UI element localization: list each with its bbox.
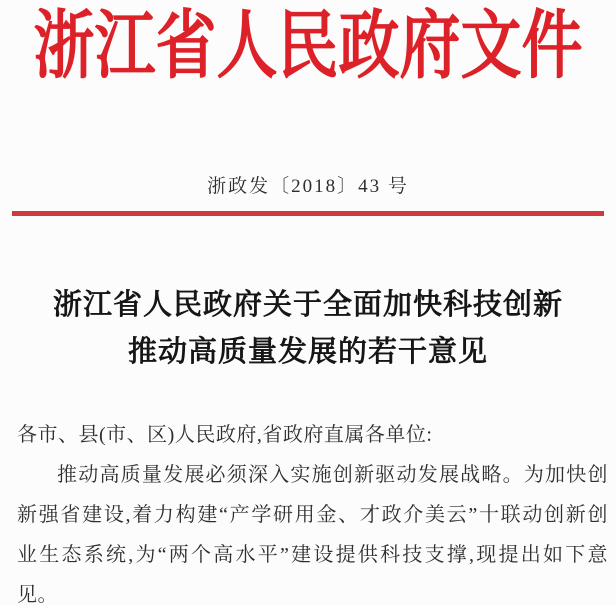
- paragraph-line: 推动高质量发展必须深入实施创新驱动发展战略。为加快创: [57, 464, 608, 486]
- document-title-line1: 浙江省人民政府关于全面加快科技创新: [52, 289, 563, 321]
- document-title: [0, 282, 616, 376]
- body-paragraph: [17, 455, 608, 605]
- paragraph-line: 业生态系统,为“两个高水平”建设提供科技支撑,现提出如下意: [17, 544, 608, 566]
- red-header-title: 浙江省人民政府文件: [33, 6, 583, 89]
- document-body: [17, 415, 608, 605]
- document-title-line2: 推动高质量发展的若干意见: [127, 336, 488, 368]
- paragraph-line: 见。: [17, 584, 58, 605]
- salutation-line: 各市、县(市、区)人民政府,省政府直属各单位:: [17, 424, 433, 446]
- paragraph-line: 新强省建设,着力构建“产学研用金、才政介美云”十联动创新创: [17, 504, 608, 526]
- red-divider-line: [12, 211, 604, 216]
- doc-number: 浙政发〔2018〕43 号: [207, 176, 409, 197]
